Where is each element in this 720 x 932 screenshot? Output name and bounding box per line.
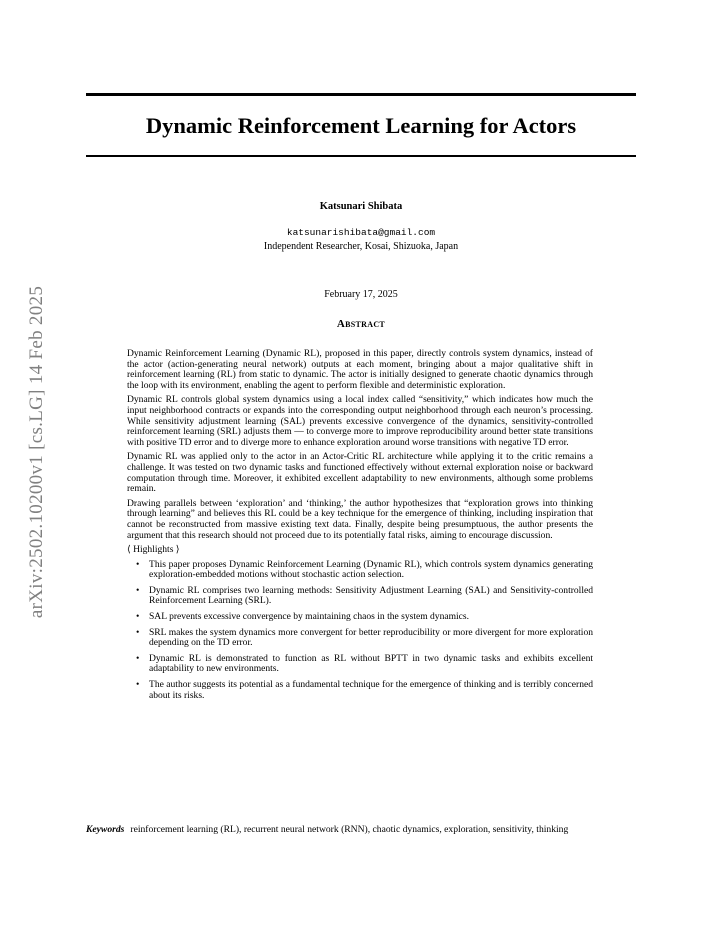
highlight-item — [136, 679, 593, 701]
highlight-item — [136, 626, 593, 649]
bullet-icon: • — [136, 626, 140, 638]
bullet-icon: • — [136, 652, 140, 664]
abstract-body — [127, 349, 593, 706]
arxiv-watermark: arXiv:2502.10200v1 [cs.LG] 14 Feb 2025 — [26, 285, 47, 619]
author-email: katsunarishibata@gmail.com — [286, 227, 436, 238]
highlight-text: SRL makes the system dynamics more convergent for better reproducibility or more divergent for more exploration depending on the TD error. — [149, 626, 593, 649]
bullet-icon: • — [136, 584, 140, 596]
highlight-item — [136, 611, 593, 623]
abstract-paragraph: Dynamic Reinforcement Learning (Dynamic RL), proposed in this paper, directly controls system dynamics, instead of the actor (action-generating neural network) outputs at each moment, bringing about a major qualitative shift in reinforcement learning (RL) from static to dynamic. The actor is initially designed to generate chaotic dynamics through the loop with its environment, enabling the agent to perform flexible and deterministic exploration. — [127, 348, 593, 391]
keywords-label: Keywords — [86, 824, 125, 835]
abstract-heading: Abstract — [336, 318, 386, 330]
highlight-item — [136, 652, 593, 675]
keywords-text: reinforcement learning (RL), recurrent neural network (RNN), chaotic dynamics, exploration, sensitivity, thinking — [130, 824, 569, 835]
highlight-item — [136, 558, 593, 581]
paper-date: February 17, 2025 — [324, 289, 398, 300]
abstract-paragraph: Drawing parallels between ‘exploration’ and ‘thinking,’ the author hypothesizes that “exploration grows into thinking through learning” and believes this RL could be a key technique for the emergence of thinking, including inspiration that cannot be reconstructed from massive existing text data. Finally, despite being presumptuous, the author presents the argument that this research should not proceed due to its potentially fatal risks, aiming to encourage discussion. — [127, 497, 593, 541]
highlights-label: ⟨ Highlights ⟩ — [127, 544, 180, 556]
highlight-text: Dynamic RL comprises two learning methods: Sensitivity Adjustment Learning (SAL) and Sensitivity-controlled Reinforcement Learning (SRL). — [149, 584, 593, 607]
keywords-section — [86, 824, 636, 836]
abstract-paragraph: Dynamic RL was applied only to the actor in an Actor-Critic RL architecture while applying it to the critic remains a challenge. It was tested on two dynamic tasks and functioned effectively without external exploration noise or backward computation through time. Moreover, it exhibited excellent adaptability to new environments, although some problems remain. — [127, 451, 593, 495]
author-affiliation: Independent Researcher, Kosai, Shizuoka, Japan — [263, 241, 459, 252]
bullet-icon: • — [136, 611, 140, 623]
highlight-text: The author suggests its potential as a fundamental technique for the emergence of thinking and is terribly concerned about its risks. — [149, 679, 593, 701]
highlight-text: This paper proposes Dynamic Reinforcement Learning (Dynamic RL), which controls system dynamics generating exploration-embedded motions without stochastic action selection. — [149, 558, 593, 581]
author-name: Katsunari Shibata — [319, 201, 403, 212]
bullet-icon: • — [136, 679, 140, 691]
highlights-list — [127, 560, 593, 702]
title-bottom-rule — [86, 155, 636, 157]
abstract-paragraph: Dynamic RL controls global system dynamics using a local index called “sensitivity,” which indicates how much the input neighborhood contracts or expands into the corresponding output neighborhood through each neuron’s processing. While sensitivity adjustment learning (SAL) prevents excessive convergence of the dynamics, sensitivity-controlled reinforcement learning (SRL) adjusts them — to converge more to improve reproducibility around better state transitions with positive TD error and to diverge more to enhance exploration around worse transitions with negative TD error. — [127, 394, 593, 448]
highlight-text: Dynamic RL is demonstrated to function as RL without BPTT in two dynamic tasks and exhibits excellent adaptability to new environments. — [149, 652, 593, 675]
highlight-item — [136, 584, 593, 607]
highlight-text: SAL prevents excessive convergence by maintaining chaos in the system dynamics. — [149, 611, 470, 623]
paper-title: Dynamic Reinforcement Learning for Actors — [145, 113, 577, 138]
title-top-rule — [86, 93, 636, 96]
bullet-icon: • — [136, 558, 140, 570]
